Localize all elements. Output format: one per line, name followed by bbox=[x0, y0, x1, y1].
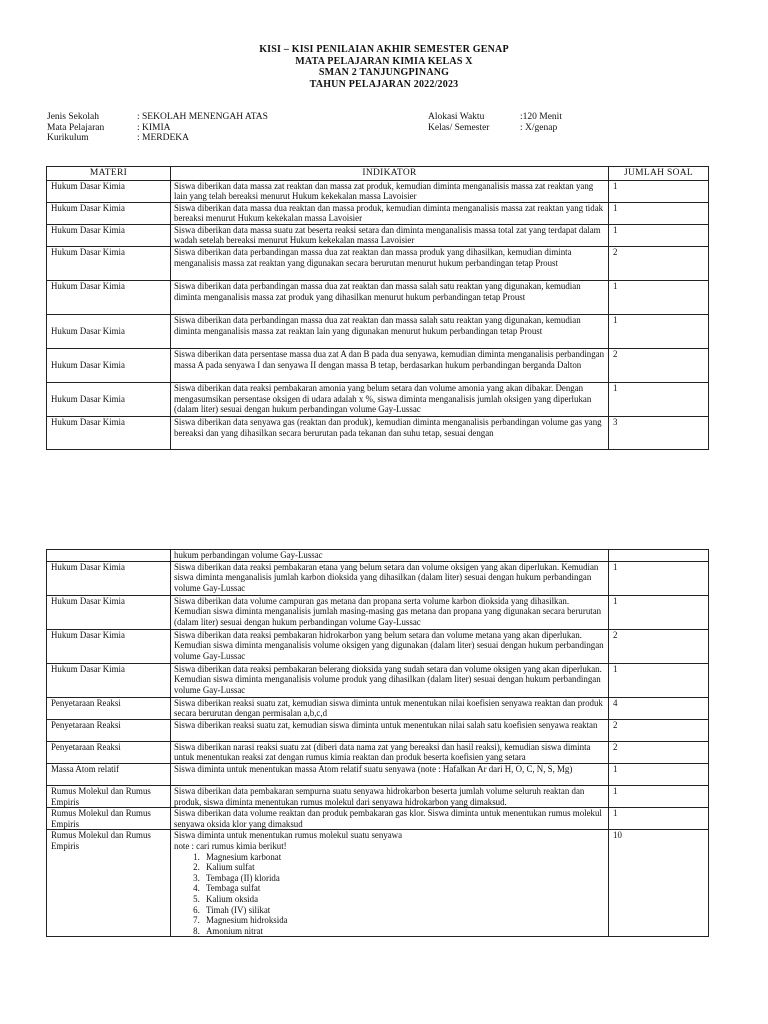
meta-right bbox=[428, 112, 562, 133]
meta-label: Kelas/ Semester bbox=[428, 122, 490, 133]
cell-jumlah: 1 bbox=[609, 180, 709, 202]
cell-materi: Rumus Molekul dan Rumus Empiris bbox=[47, 808, 171, 830]
cell-jumlah: 2 bbox=[609, 349, 709, 383]
document-header bbox=[0, 44, 768, 90]
cell-materi: Hukum Dasar Kimia bbox=[47, 417, 171, 450]
table-row-compounds bbox=[47, 830, 709, 937]
cell-jumlah: 1 bbox=[609, 315, 709, 349]
cell-indikator: Siswa diberikan data perbandingan massa dua zat reaktan dan massa salah satu reaktan yang digunakan, kemudian diminta menganalisis massa zat produk yang dihasilkan menurut hukum perbandingan tetap Proust bbox=[171, 281, 609, 315]
cell-indikator: Siswa diberikan data massa suatu zat beserta reaksi setara dan diminta menganalisis massa total zat yang terdapat dalam wadah setelah bereaksi menurut Hukum kekekalan massa Lavoisier bbox=[171, 224, 609, 246]
cell-materi: Hukum Dasar Kimia bbox=[47, 202, 171, 224]
cell-jumlah: 2 bbox=[609, 741, 709, 763]
cell-materi: Hukum Dasar Kimia bbox=[47, 315, 171, 349]
list-item: 7. Magnesium hidroksida bbox=[202, 915, 605, 926]
cell-jumlah: 1 bbox=[609, 202, 709, 224]
cell-indikator: Siswa diberikan data massa zat reaktan dan massa zat produk, kemudian diminta menganalisis massa zat reaktan yang lain yang telah bereaksi menurut Hukum kekekalan massa Lavoisier bbox=[171, 180, 609, 202]
table-row bbox=[47, 719, 709, 741]
table-row bbox=[47, 663, 709, 697]
meta-label: Mata Pelajaran bbox=[47, 122, 105, 133]
cell-materi: Penyetaraan Reaksi bbox=[47, 719, 171, 741]
cell-jumlah: 1 bbox=[609, 561, 709, 595]
table-row bbox=[47, 595, 709, 629]
meta-value: : MERDEKA bbox=[137, 133, 189, 143]
cell-indikator: Siswa diberikan reaksi suatu zat, kemudian siswa diminta untuk menentukan nilai salah satu koefisien senyawa reaktan bbox=[171, 719, 609, 741]
document-page-2 bbox=[0, 500, 768, 1024]
cell-indikator bbox=[171, 417, 609, 450]
table-row bbox=[47, 561, 709, 595]
list-item: 1. Magnesium karbonat bbox=[202, 852, 605, 863]
header-indikator: INDIKATOR bbox=[171, 167, 609, 181]
meta-value: : KIMIA bbox=[137, 122, 171, 133]
cell-indikator: Siswa diberikan data volume reaktan dan produk pembakaran gas klor. Siswa diminta untuk menentukan rumus molekul senyawa oksida klor yang dimaksud bbox=[171, 808, 609, 830]
meta-value: :120 Menit bbox=[520, 112, 562, 122]
header-year: TAHUN PELAJARAN 2022/2023 bbox=[309, 78, 459, 90]
cell-indikator: Siswa diberikan data pembakaran sempurna suatu senyawa hidrokarbon beserta jumlah volume seluruh reaktan dan produk, siswa diminta menentukan rumus molekul dari senyawa hidrokarbon yang dimaksud. bbox=[171, 785, 609, 807]
kisi-table-page-2 bbox=[46, 549, 709, 937]
list-item: 6. Timah (IV) silikat bbox=[202, 905, 605, 916]
document-page-1 bbox=[0, 0, 768, 500]
table-body-page-1 bbox=[47, 180, 709, 450]
cell-jumlah: 2 bbox=[609, 247, 709, 281]
header-school: SMAN 2 TANJUNGPINANG bbox=[318, 67, 450, 78]
cell-indikator: Siswa diberikan data perbandingan massa dua zat reaktan dan massa produk yang dihasilkan, kemudian diminta menganalisis massa zat reaktan yang digunakan secara berurutan menurut hukum perbandingan tetap Proust bbox=[171, 247, 609, 281]
meta-value: : SEKOLAH MENENGAH ATAS bbox=[137, 112, 268, 122]
meta-label: Kurikulum bbox=[47, 133, 89, 143]
cell-materi: Hukum Dasar Kimia bbox=[47, 224, 171, 246]
cell-materi: Hukum Dasar Kimia bbox=[47, 595, 171, 629]
cell-materi: Penyetaraan Reaksi bbox=[47, 741, 171, 763]
cell-indikator bbox=[171, 830, 609, 937]
cell-materi bbox=[47, 550, 171, 562]
table-row bbox=[47, 202, 709, 224]
cell-materi: Hukum Dasar Kimia bbox=[47, 247, 171, 281]
cell-materi: Massa Atom relatif bbox=[47, 763, 171, 785]
cell-indikator: Siswa diberikan data reaksi pembakaran hidrokarbon yang belum setara dan volume metana yang akan diperlukan. Kemudian siswa diminta menganalisis volume oksigen yang digunakan (dalam liter) sesuai dengan hukum perbandingan volume Gay-Lussac bbox=[171, 629, 609, 663]
cell-jumlah: 1 bbox=[609, 785, 709, 807]
cell-materi: Hukum Dasar Kimia bbox=[47, 281, 171, 315]
indikator-note: note : cari rumus kimia berikut! bbox=[174, 840, 287, 851]
cell-jumlah: 1 bbox=[609, 383, 709, 417]
cell-jumlah: 1 bbox=[609, 595, 709, 629]
cell-materi: Hukum Dasar Kimia bbox=[47, 383, 171, 417]
cell-indikator: hukum perbandingan volume Gay-Lussac bbox=[171, 550, 609, 562]
table-row bbox=[47, 763, 709, 785]
cell-indikator: Siswa diberikan data massa dua reaktan dan massa produk, kemudian diminta menganalisis massa zat reaktan yang tidak bereaksi menurut Hukum kekekalan massa Lavoisier bbox=[171, 202, 609, 224]
cell-indikator: Siswa diberikan reaksi suatu zat, kemudian siswa diminta untuk menentukan nilai koefisien senyawa reaktan dan produk secara berurutan dengan permisalan a,b,c,d bbox=[171, 697, 609, 719]
list-item: 2. Kalium sulfat bbox=[202, 862, 605, 873]
table-row bbox=[47, 281, 709, 315]
table-row bbox=[47, 697, 709, 719]
cell-jumlah: 1 bbox=[609, 281, 709, 315]
cell-indikator: Siswa diberikan data volume campuran gas metana dan propana serta volume karbon dioksida yang dihasilkan. Kemudian siswa diminta menganalisis jumlah masing-masing gas metana dan propana yang digunakan secara berurutan (dalam liter) sesuai dengan hukum perbandingan volume Gay-Lussac bbox=[171, 595, 609, 629]
meta-label: Alokasi Waktu bbox=[428, 112, 485, 122]
table-row bbox=[47, 383, 709, 417]
cell-indikator: Siswa diberikan data persentase massa dua zat A dan B pada dua senyawa, kemudian diminta menganalisis perbandingan massa A pada senyawa I dan senyawa II dengan massa B tetap, berdasarkan hukum perbandingan berganda Dalton bbox=[171, 349, 609, 383]
cell-materi: Hukum Dasar Kimia bbox=[47, 349, 171, 383]
table-row bbox=[47, 315, 709, 349]
table-header-row bbox=[47, 167, 709, 181]
cell-indikator: Siswa diberikan data reaksi pembakaran belerang dioksida yang sudah setara dan volume oksigen yang akan diperlukan. Kemudian siswa diminta menganalisis volume produk yang dihasilkan (dalam liter) sesuai dengan hukum perbandingan volume Gay-Lussac bbox=[171, 663, 609, 697]
table-row bbox=[47, 808, 709, 830]
list-item: 8. Amonium nitrat bbox=[202, 926, 605, 937]
cell-jumlah: 1 bbox=[609, 224, 709, 246]
table-row bbox=[47, 417, 709, 450]
meta-row bbox=[47, 123, 268, 134]
cell-jumlah: 2 bbox=[609, 719, 709, 741]
meta-row bbox=[47, 133, 268, 144]
list-item: 5. Kalium oksida bbox=[202, 894, 605, 905]
cell-jumlah: 2 bbox=[609, 629, 709, 663]
meta-row bbox=[428, 112, 562, 123]
header-subject: MATA PELAJARAN KIMIA KELAS X bbox=[295, 55, 473, 67]
cell-jumlah: 10 bbox=[609, 830, 709, 937]
cell-jumlah: 1 bbox=[609, 663, 709, 697]
compound-list bbox=[174, 852, 605, 937]
cell-jumlah bbox=[609, 550, 709, 562]
cell-indikator: Siswa diberikan narasi reaksi suatu zat (diberi data nama zat yang bereaksi dan hasil reaksi), kemudian siswa diminta untuk menentukan reaksi zat dengan rumus kimia reaktan dan produk beserta koefisien yang setara bbox=[171, 741, 609, 763]
cell-jumlah: 1 bbox=[609, 763, 709, 785]
header-materi: MATERI bbox=[47, 167, 171, 181]
table-row-continuation bbox=[47, 550, 709, 562]
cell-indikator: Siswa diberikan data reaksi pembakaran etana yang belum setara dan volume oksigen yang akan diperlukan. Kemudian siswa diminta menganalisis jumlah karbon dioksida yang dihasilkan (dalam liter) sesuai dengan hukum perbandingan volume Gay-Lussac bbox=[171, 561, 609, 595]
cell-jumlah: 3 bbox=[609, 417, 709, 450]
meta-left bbox=[47, 112, 268, 144]
meta-row bbox=[428, 123, 562, 134]
table-row bbox=[47, 180, 709, 202]
header-title: KISI – KISI PENILAIAN AKHIR SEMESTER GENAP bbox=[259, 44, 509, 55]
cell-materi: Penyetaraan Reaksi bbox=[47, 697, 171, 719]
cell-materi: Hukum Dasar Kimia bbox=[47, 561, 171, 595]
cell-indikator: Siswa diberikan data reaksi pembakaran amonia yang belum setara dan volume amonia yang akan dibakar. Dengan mengasumsikan persentase oksigen di udara adalah x %, siswa diminta menganalisis jumlah oksigen yang diperlukan (dalam liter) sesuai dengan hukum perbandingan volume Gay-Lussac bbox=[171, 383, 609, 417]
cell-materi: Rumus Molekul dan Rumus Empiris bbox=[47, 785, 171, 807]
meta-value: : X/genap bbox=[520, 122, 558, 133]
cell-indikator: Siswa diminta untuk menentukan massa Atom relatif suatu senyawa (note : Hafalkan Ar dari H, O, C, N, S, Mg) bbox=[171, 763, 609, 785]
indikator-text: Siswa diberikan data senyawa gas (reaktan dan produk), kemudian diminta menganalisis perbandingan volume gas yang bereaksi dan yang dihasilkan secara berurutan pada tekanan dan suhu tetap, sesuai dengan bbox=[174, 417, 602, 438]
cell-indikator: Siswa diberikan data perbandingan massa dua zat reaktan dan massa salah satu reaktan yang digunakan, kemudian diminta menganalisis massa zat reaktan lain yang digunakan menurut hukum perbandingan tetap Proust bbox=[171, 315, 609, 349]
cell-materi: Hukum Dasar Kimia bbox=[47, 180, 171, 202]
table-row bbox=[47, 741, 709, 763]
indikator-line: Siswa diminta untuk menentukan rumus molekul suatu senyawa bbox=[174, 830, 403, 841]
meta-label: Jenis Sekolah bbox=[47, 112, 99, 122]
cell-jumlah: 4 bbox=[609, 697, 709, 719]
table-row bbox=[47, 224, 709, 246]
table-row bbox=[47, 349, 709, 383]
kisi-table-page-1 bbox=[46, 166, 709, 450]
header-jumlah: JUMLAH SOAL bbox=[609, 167, 709, 181]
cell-jumlah: 1 bbox=[609, 808, 709, 830]
list-item: 3. Tembaga (II) klorida bbox=[202, 873, 605, 884]
table-row bbox=[47, 785, 709, 807]
table-body-page-2 bbox=[47, 550, 709, 937]
list-item: 4. Tembaga sulfat bbox=[202, 883, 605, 894]
page-gap bbox=[0, 470, 768, 500]
table-row bbox=[47, 629, 709, 663]
cell-materi: Hukum Dasar Kimia bbox=[47, 629, 171, 663]
cell-materi: Rumus Molekul dan Rumus Empiris bbox=[47, 830, 171, 937]
meta-row bbox=[47, 112, 268, 123]
table-row bbox=[47, 247, 709, 281]
cell-materi: Hukum Dasar Kimia bbox=[47, 663, 171, 697]
